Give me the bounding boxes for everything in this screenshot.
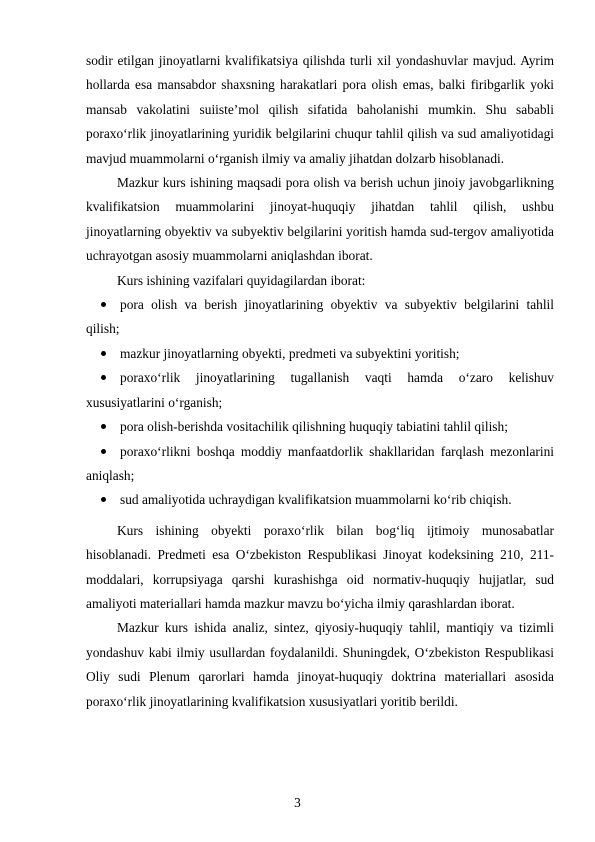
bullet-icon bbox=[101, 351, 106, 356]
paragraph-purpose: Mazkur kurs ishining maqsadi pora olish va berish uchun jinoiy javobgarlikning kvalifikatsion muammolarini jinoyat-huquqiy jihatdan tahlil qilish, ushbu jinoyatlarning obyektiv va subyektiv belgilarini yoritish hamda sud-tergov amaliyotida uchrayotgan asosiy muammolarni aniqlashdan iborat. bbox=[86, 175, 554, 264]
paragraph-object-subject: Kurs ishining obyekti poraxo‘rlik bilan bog‘liq ijtimoiy munosabatlar hisoblanadi. Predmeti esa O‘zbekiston Respublikasi Jinoyat kodeksining 210, 211-moddalari, korrupsiyaga qarshi kurashishga oid normativ-huquqiy hujjatlar, sud amaliyoti materiallari hamda mazkur mavzu bo‘yicha ilmiy qarashlardan iborat. bbox=[86, 522, 554, 611]
bullet-icon bbox=[101, 302, 106, 307]
list-item-text: pora olish-berishda vositachilik qilishning huquqiy tabiatini tahlil qilish; bbox=[120, 419, 508, 435]
list-item bbox=[86, 366, 554, 415]
tasks-list bbox=[86, 293, 554, 513]
list-item-text: pora olish va berish jinoyatlarining obyektiv va subyektiv belgilarini tahlil qilish; bbox=[86, 297, 554, 337]
paragraph-tasks-heading: Kurs ishining vazifalari quyidagilardan iborat: bbox=[117, 272, 366, 288]
list-item bbox=[86, 415, 554, 439]
list-item bbox=[86, 293, 554, 342]
list-item bbox=[86, 440, 554, 489]
list-item-text: poraxo‘rlikni boshqa moddiy manfaatdorlik shakllaridan farqlash mezonlarini aniqlash; bbox=[86, 443, 554, 483]
list-item bbox=[86, 342, 554, 366]
page-number: 3 bbox=[294, 795, 301, 810]
list-item bbox=[86, 488, 554, 512]
paragraph-intro-continuation: sodir etilgan jinoyatlarni kvalifikatsiya qilishda turli xil yondashuvlar mavjud. Ayrim hollarda esa mansabdor shaxsning harakatlari pora olish emas, balki firibgarlik yoki mansab vakolatini suiiste’mol qilish sifatida baholanishi mumkin. Shu sababli poraxo‘rlik jinoyatlarining yuridik belgilarini chuqur tahlil qilish va sud amaliyotidagi mavjud muammolarni o‘rganish ilmiy va amaliy jihatdan dolzarb hisoblanadi. bbox=[86, 53, 554, 166]
bullet-icon bbox=[101, 449, 106, 454]
list-item-text: sud amaliyotida uchraydigan kvalifikatsion muammolarni ko‘rib chiqish. bbox=[120, 492, 512, 508]
paragraph-methods: Mazkur kurs ishida analiz, sintez, qiyosiy-huquqiy tahlil, mantiqiy va tizimli yondashuv kabi ilmiy usullardan foydalanildi. Shuningdek, O‘zbekiston Respublikasi Oliy sudi Plenum qarorlari hamda jinoyat-huquqiy doktrina materiallari asosida poraxo‘rlik jinoyatlarining kvalifikatsion xususiyatlari yoritib berildi. bbox=[86, 620, 554, 709]
list-item-text: mazkur jinoyatlarning obyekti, predmeti va subyektini yoritish; bbox=[120, 345, 460, 361]
list-item-text: poraxo‘rlik jinoyatlarining tugallanish vaqti hamda o‘zaro kelishuv xususiyatlarini o‘rganish; bbox=[86, 370, 554, 410]
bullet-icon bbox=[101, 424, 106, 429]
document-page bbox=[86, 49, 554, 714]
bullet-icon bbox=[101, 375, 106, 380]
bullet-icon bbox=[101, 497, 106, 502]
